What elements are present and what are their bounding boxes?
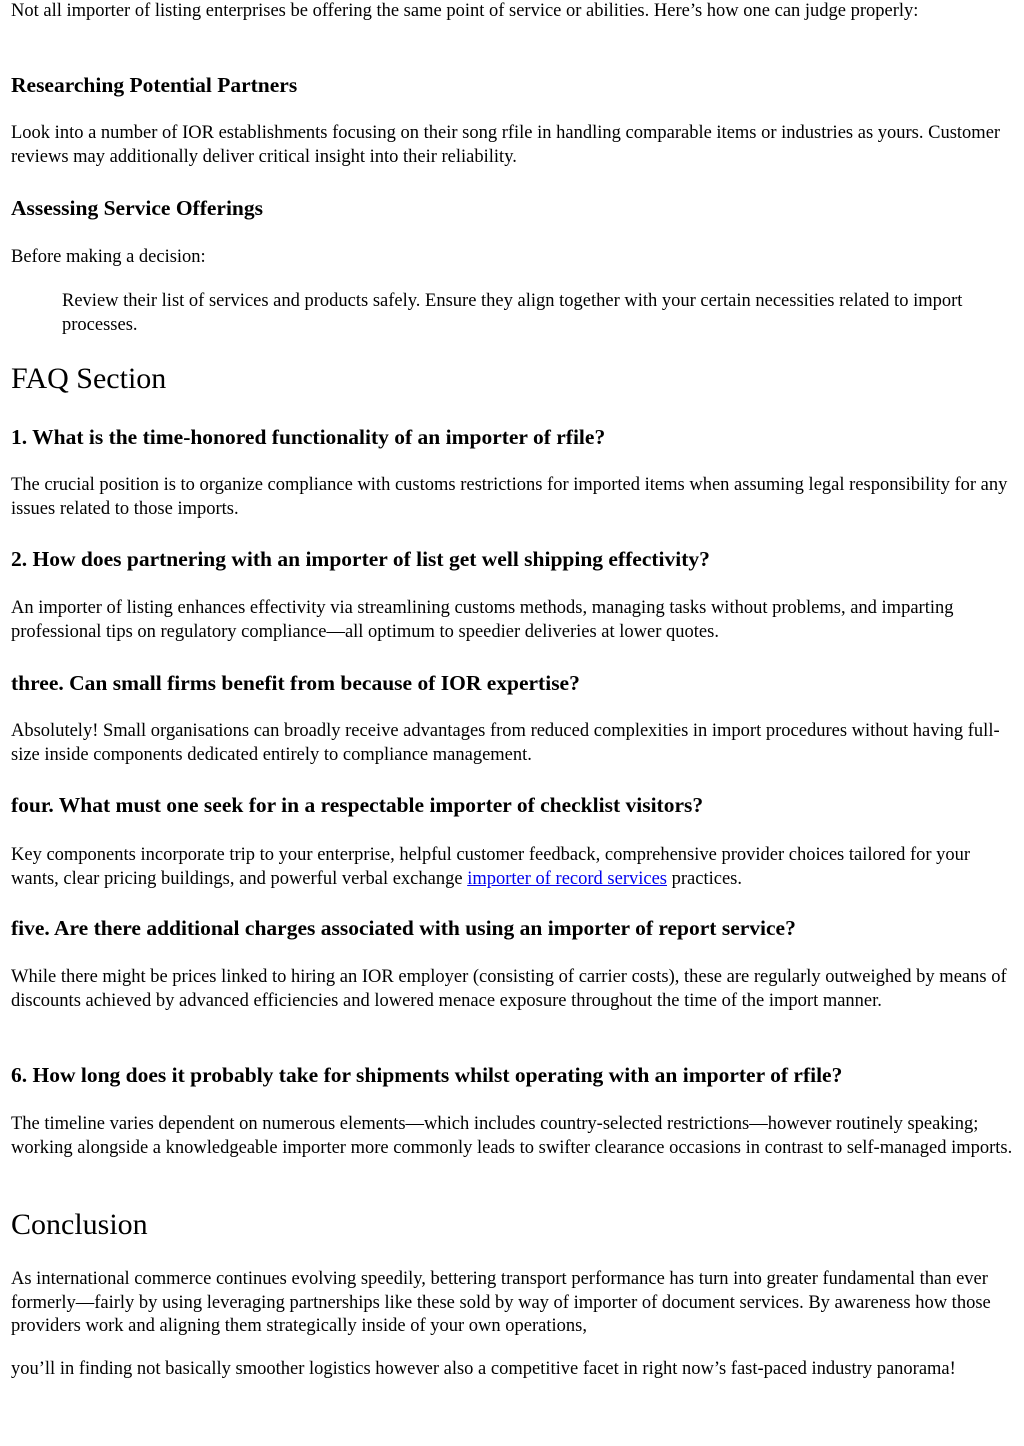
faq-answer: An importer of listing enhances effectivity via streamlining customs methods, managing tasks without problems, and imparting professional tips on regulatory compliance—all optimum to speedier deliveries at lower quotes. [11, 598, 954, 642]
faq-answer: The timeline varies dependent on numerous elements—which includes country-selected restrictions—however routinely speaking; working alongside a knowledgeable importer more commonly leads to swifter clearance occasions in contrast to self-managed imports. [11, 1114, 1013, 1158]
assessing-heading: Assessing Service Offerings [11, 196, 263, 220]
faq-answer-text: practices. [667, 868, 743, 889]
intro-paragraph: Not all importer of listing enterprises be offering the same point of service or abilities. Here’s how one can judge properly: [11, 1, 919, 21]
faq-answer: Absolutely! Small organisations can broadly receive advantages from reduced complexities in import procedures without having full-size inside components dedicated entirely to compliance management. [11, 721, 1000, 765]
conclusion-paragraph: you’ll in finding not basically smoother logistics however also a competitive facet in right now’s fast-paced industry panorama! [11, 1359, 956, 1379]
importer-of-record-services-link[interactable]: importer of record services [467, 868, 668, 889]
faq-question: 2. How does partnering with an importer of list get well shipping effectivity? [11, 547, 710, 571]
faq-question: 1. What is the time-honored functionality of an importer of rfile? [11, 425, 606, 449]
researching-heading: Researching Potential Partners [11, 73, 298, 97]
faq-answer: While there might be prices linked to hiring an IOR employer (consisting of carrier costs), these are regularly outweighed by means of discounts achieved by advanced efficiencies and lowered menace exposure throughout the time of the import manner. [11, 967, 1007, 1011]
faq-answer: The crucial position is to organize compliance with customs restrictions for imported items when assuming legal responsibility for any issues related to those imports. [11, 475, 1008, 519]
faq-question: five. Are there additional charges associated with using an importer of report service? [11, 916, 796, 940]
conclusion-paragraph: As international commerce continues evolving speedily, bettering transport performance has turn into greater fundamental than ever formerly—fairly by using leveraging partnerships like these sold by way of importer of document services. By awareness how those providers work and aligning them strategically inside of your own operations, [11, 1269, 991, 1336]
faq-question: 6. How long does it probably take for shipments whilst operating with an importer of rfile? [11, 1063, 843, 1087]
faq-question: four. What must one seek for in a respectable importer of checklist visitors? [11, 793, 704, 817]
faq-question: three. Can small firms benefit from because of IOR expertise? [11, 671, 580, 695]
researching-paragraph: Look into a number of IOR establishments focusing on their song rfile in handling comparable items or industries as yours. Customer reviews may additionally deliver critical insight into their reliability. [11, 123, 1001, 167]
assessing-quote: Review their list of services and products safely. Ensure they align together with your certain necessities related to import processes. [62, 291, 963, 335]
conclusion-heading: Conclusion [11, 1208, 148, 1241]
faq-answer-text: Key components incorporate trip to your enterprise, helpful customer feedback, comprehensive provider choices tailored for your wants, clear pricing buildings, and powerful verbal exchange [11, 845, 971, 889]
faq-answer [11, 844, 1013, 891]
faq-heading: FAQ Section [11, 362, 167, 395]
assessing-lead: Before making a decision: [11, 247, 206, 267]
